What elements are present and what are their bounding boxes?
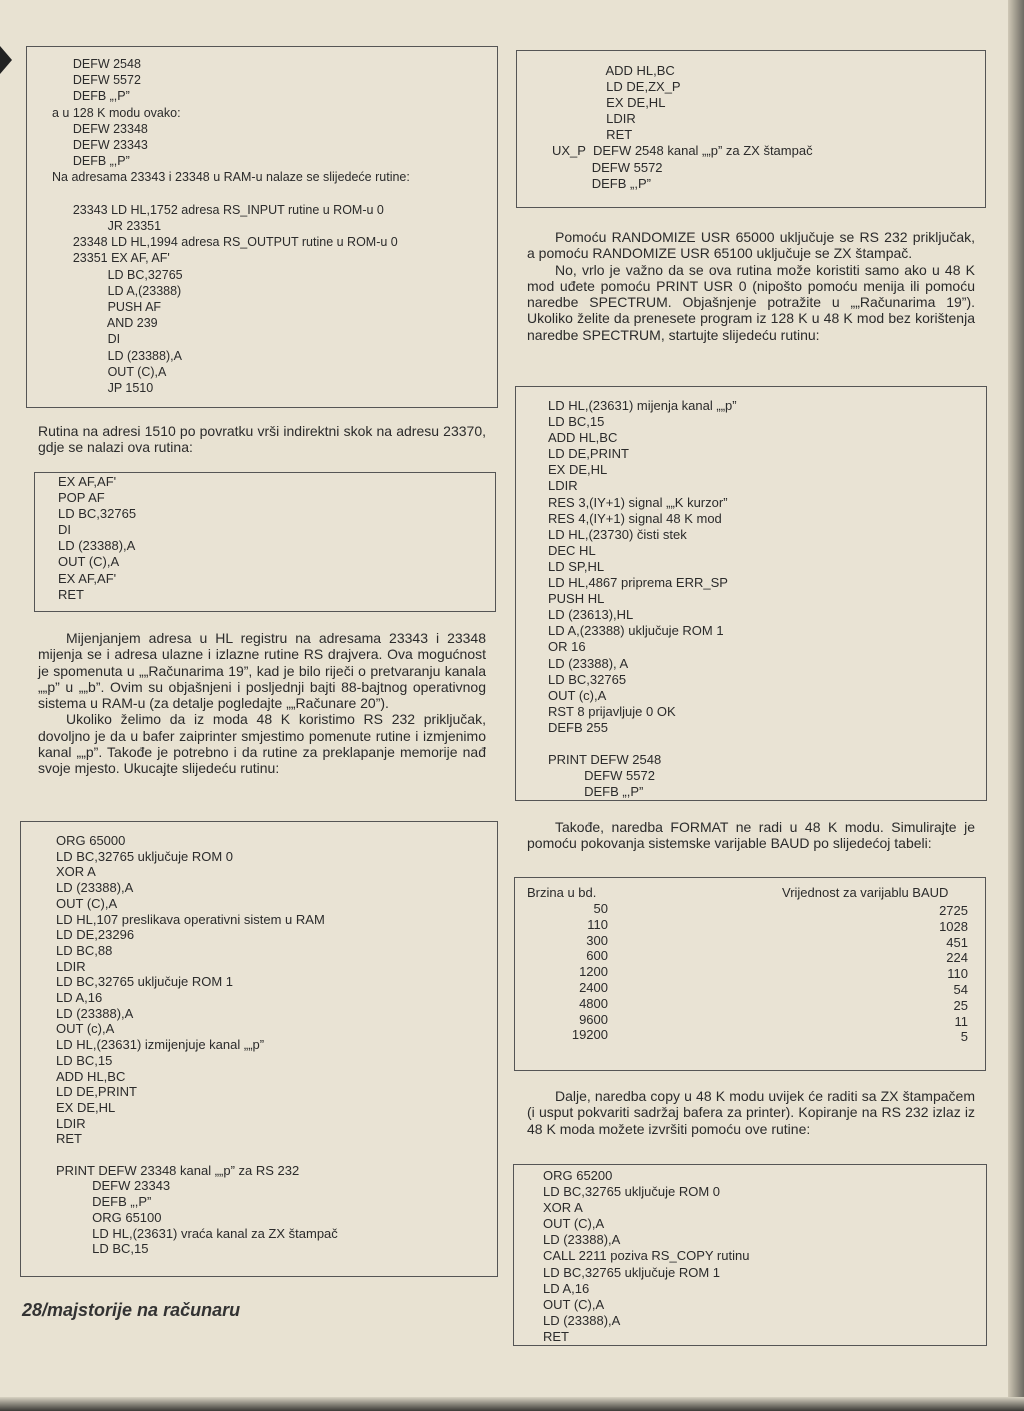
code-line: LD A,16 (543, 1280, 590, 1296)
code-line: AND 239 (52, 316, 158, 331)
code-line: DI (58, 522, 71, 538)
paragraph-mijenjanjem: Mijenjanjem adresa u HL registru na adresama 23343 i 23348 mijenja se i adresa ulazne i izlazne rutine RS drajvera. Ova mogućnost je spomenuta u „„Računarima 19”, kad je bilo riječi o pretvaranju kanala „„p” u „„b”. Ovim su objašnjeni i posljednji bajti 88-bajtnog operativnog sistema u RAM-u (za detalje pogledajte „„Računare 20”). Ukoliko želimo da iz moda 48 K koristimo RS 232 priključak, dovoljno je da u bafer zaiprinter smjestimo pomenute rutine i izmjenimo kanal „„p”. Takođe je potrebno i da rutine za preklapanje memorije nađ svoje mjesto. Ukucajte slijedeću rutinu: (38, 630, 486, 777)
page-footer: 28/majstorije na računaru (22, 1300, 241, 1320)
code-line: OR 16 (548, 639, 586, 655)
table-header-baud: Vrijednost za varijablu BAUD (782, 885, 949, 900)
table-cell: 54 (953, 981, 968, 997)
code-line: LD (23388),A (58, 538, 136, 554)
code-line: LD (23388),A (543, 1312, 621, 1328)
code-line: LD HL,107 preslikava operativni sistem u RAM (56, 911, 325, 927)
code-line: LD (23388),A (543, 1232, 621, 1248)
code-line: LD HL,(23631) izmijenjuje kanal „„p” (56, 1037, 265, 1053)
code-line (56, 1147, 338, 1163)
code-line: EX AF,AF' (58, 570, 117, 586)
table-cell: 110 (587, 916, 608, 932)
code-line: LD BC,32765 (548, 671, 627, 687)
table-cell: 11 (954, 1013, 968, 1029)
code-line: LD DE,23296 (56, 927, 135, 943)
table-cell: 1028 (939, 918, 968, 934)
table-cell: 9600 (579, 1011, 608, 1027)
table-cell: 50 (593, 901, 608, 916)
table-cell: 224 (946, 950, 968, 966)
code-line: JP 1510 (52, 381, 154, 396)
table-cell: 2725 (939, 903, 968, 918)
code-line: EX DE,HL (552, 95, 666, 111)
code-line: DEFB „,P” (548, 784, 644, 800)
code-line: DEC HL (548, 542, 596, 558)
table-baud-values-column (920, 903, 968, 1045)
code-line: DEFB „,P” (552, 175, 651, 191)
code-line: RET (58, 586, 84, 602)
code-line: LDIR (552, 111, 636, 127)
code-line: UX_P DEFW 2548 kanal „„p” za ZX štampač (552, 143, 813, 159)
code-line: LD BC,15 (56, 1241, 149, 1257)
table-cell: 451 (946, 934, 968, 950)
code-line: OUT (C),A (543, 1216, 605, 1232)
code-line: LD BC,32765 uključuje ROM 1 (543, 1264, 721, 1280)
code-line: DEFW 2548 (52, 57, 141, 71)
code-line: DEFW 5572 (552, 159, 663, 175)
code-line: ADD HL,BC (548, 430, 618, 446)
code-line: DEFB „,P” (56, 1194, 152, 1210)
code-line: LD HL,4867 priprema ERR_SP (548, 575, 728, 591)
code-line: PRINT DEFW 23348 kanal „„p” za RS 232 (56, 1162, 300, 1178)
code-line: LD A,16 (56, 990, 103, 1006)
code-line: a u 128 K modu ovako: (52, 105, 181, 120)
code-line: DI (52, 332, 121, 347)
code-line: JR 23351 (52, 219, 162, 234)
table-cell: 1200 (579, 964, 608, 980)
code-line: Na adresama 23343 i 23348 u RAM-u nalaze se slijedeće rutine: (52, 170, 410, 185)
code-line: DEFW 5572 (548, 768, 655, 784)
code-line: LD (23388),A (56, 880, 134, 896)
code-listing-3 (56, 833, 338, 1257)
code-line: PRINT DEFW 2548 (548, 752, 662, 768)
code-line: LD DE,ZX_P (552, 79, 681, 95)
code-listing-5 (548, 398, 737, 800)
code-line: OUT (C),A (58, 554, 120, 570)
code-line: LD (23613),HL (548, 607, 634, 623)
code-line: DEFB 255 (548, 719, 608, 735)
code-line: RST 8 prijavljuje 0 OK (548, 703, 676, 719)
code-line: EX AF,AF' (58, 474, 117, 489)
code-line: 23351 EX AF, AF' (52, 251, 170, 266)
code-line: ADD HL,BC (552, 63, 675, 78)
code-line: LD HL,(23631) vraća kanal za ZX štampač (56, 1225, 338, 1241)
table-cell: 300 (586, 932, 608, 948)
code-line: LD DE,PRINT (548, 446, 629, 462)
table-cell: 110 (947, 966, 968, 982)
code-line (52, 186, 410, 202)
code-line: 23348 LD HL,1994 adresa RS_OUTPUT rutine u ROM-u 0 (52, 235, 398, 250)
code-line: LD HL,(23631) mijenja kanal „„p” (548, 398, 737, 413)
paragraph-pomocu: Pomoću RANDOMIZE USR 65000 uključuje se RS 232 priključak, a pomoću RANDOMIZE USR 65100 uključuje se ZX štampač. No, vrlo je važno da se ova rutina može koristiti samo ako u 48 K mod uđete pomoću PRINT USR 0 (nipošto pomoću menija ili pomoću naredbe SPECTRUM. Objašnjenje potražite u „„Računarima 19”). Ukoliko želite da prenesete program iz 128 K u 48 K mod bez korištenja naredbe SPECTRUM, startujte slijedeću rutinu: (527, 229, 975, 343)
arrow-marker-icon (0, 46, 12, 74)
paragraph-dalje: Dalje, naredba copy u 48 K modu uvijek će raditi sa ZX štampačem (i usput pokvariti sadržaj bafera za printer). Kopiranje na RS 232 izlaz iz 48 K moda možete izvršiti pomoću ove rutine: (527, 1088, 975, 1137)
table-cell: 2400 (579, 979, 608, 995)
code-line: RET (552, 127, 633, 143)
code-line: LD A,(23388) (52, 283, 182, 298)
table-cell: 600 (586, 948, 608, 964)
code-line: RES 3,(IY+1) signal „„K kurzor” (548, 494, 728, 510)
code-line: ORG 65200 (543, 1168, 613, 1183)
code-line: OUT (c),A (548, 687, 607, 703)
table-cell: 19200 (571, 1027, 608, 1043)
code-line: DEFW 5572 (52, 73, 141, 88)
code-line (548, 736, 737, 752)
code-line: DEFW 23343 (52, 138, 148, 153)
code-line: LD BC,32765 uključuje ROM 1 (56, 974, 234, 990)
code-listing-2 (58, 474, 136, 603)
table-cell: 4800 (579, 995, 608, 1011)
code-line: PUSH HL (548, 591, 605, 607)
code-line: DEFB „,P” (52, 89, 130, 104)
code-line: LD (23388),A (56, 1005, 134, 1021)
code-line: EX DE,HL (56, 1099, 116, 1115)
table-speeds-column (560, 901, 608, 1043)
code-line: PUSH AF (52, 300, 162, 315)
code-listing-4 (552, 63, 813, 192)
code-line: POP AF (58, 490, 105, 506)
code-line: LD BC,32765 (52, 267, 183, 282)
code-line: OUT (C),A (56, 895, 118, 911)
code-line: LD SP,HL (548, 558, 605, 574)
code-line: ORG 65100 (56, 1209, 162, 1225)
code-line: EX DE,HL (548, 462, 608, 478)
code-line: OUT (C),A (52, 364, 167, 379)
code-line: LDIR (56, 958, 86, 974)
code-line: LD BC,32765 (58, 506, 137, 522)
code-line: ORG 65000 (56, 833, 126, 848)
table-header-speed: Brzina u bd. (527, 885, 597, 900)
code-line: 23343 LD HL,1752 adresa RS_INPUT rutine u ROM-u 0 (52, 202, 384, 217)
code-line: DEFW 23348 (52, 121, 148, 136)
code-line: LD A,(23388) uključuje ROM 1 (548, 623, 724, 639)
code-line: LD HL,(23730) čisti stek (548, 526, 687, 542)
paragraph-format: Takođe, naredba FORMAT ne radi u 48 K modu. Simulirajte je pomoću pokovanja sistemske varijable BAUD po slijedećoj tabeli: (527, 819, 975, 852)
code-line: OUT (c),A (56, 1021, 115, 1037)
code-line: RET (56, 1131, 82, 1147)
code-line: LD (23388),A (52, 348, 182, 363)
code-line: XOR A (56, 864, 96, 880)
code-line: XOR A (543, 1200, 583, 1216)
paragraph-rutina: Rutina na adresi 1510 po povratku vrši indirektni skok na adresu 23370, gdje se nalazi ova rutina: (38, 423, 486, 456)
code-listing-6 (543, 1168, 749, 1345)
code-line: LD BC,32765 uključuje ROM 0 (543, 1184, 721, 1200)
code-line: CALL 2211 poziva RS_COPY rutinu (543, 1248, 750, 1264)
code-line: RET (543, 1328, 569, 1344)
code-listing-1 (52, 56, 410, 396)
code-line: LDIR (56, 1115, 86, 1131)
code-line: DEFW 23343 (56, 1178, 171, 1194)
code-line: LD BC,15 (548, 414, 605, 430)
code-line: LD BC,15 (56, 1052, 113, 1068)
page-edge-shadow (1008, 0, 1024, 1411)
table-cell: 5 (960, 1029, 968, 1045)
code-line: ADD HL,BC (56, 1068, 126, 1084)
code-line: DEFB „,P” (52, 154, 130, 169)
code-line: LD BC,88 (56, 942, 113, 958)
code-line: LD BC,32765 uključuje ROM 0 (56, 848, 234, 864)
code-line: LDIR (548, 478, 578, 494)
table-cell: 25 (953, 997, 968, 1013)
code-line: OUT (C),A (543, 1296, 605, 1312)
code-line: LD (23388), A (548, 655, 629, 671)
code-line: LD DE,PRINT (56, 1084, 137, 1100)
code-line: RES 4,(IY+1) signal 48 K mod (548, 510, 722, 526)
page-bottom-shadow (0, 1397, 1024, 1411)
